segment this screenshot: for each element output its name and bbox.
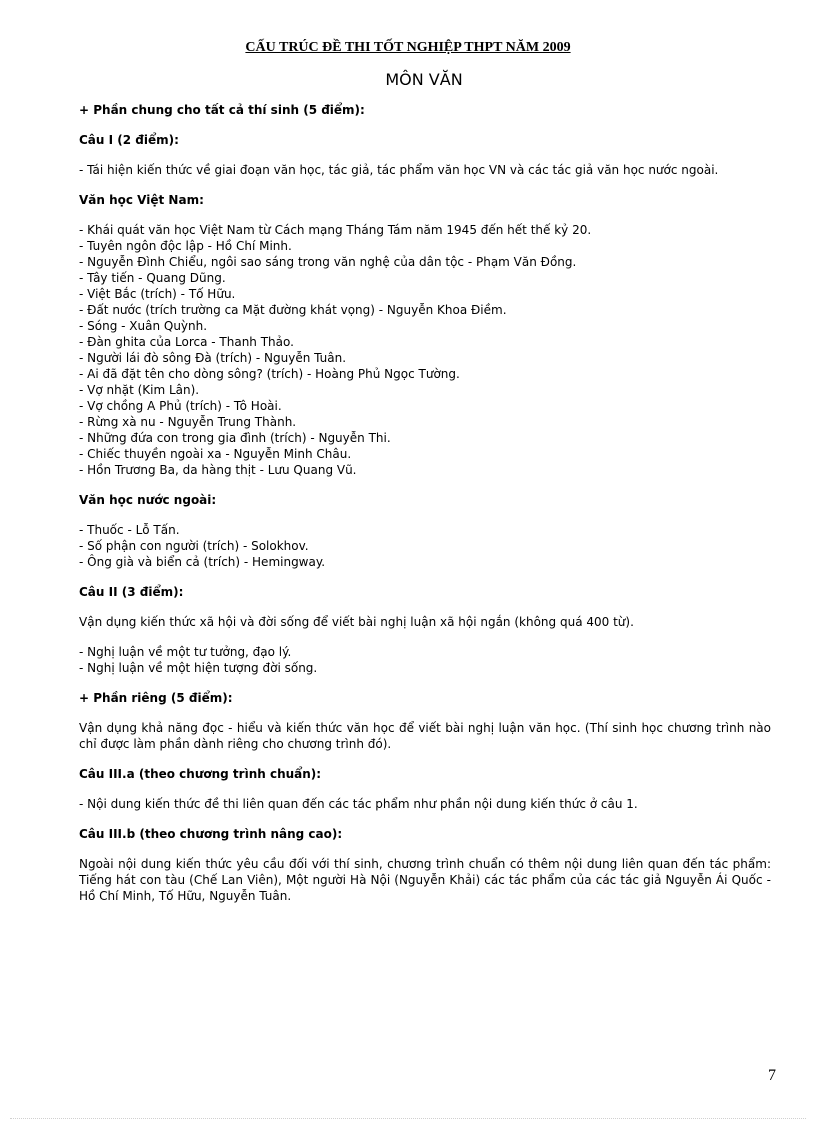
page-bottom-divider <box>10 1118 806 1119</box>
part-private-heading: + Phần riêng (5 điểm): <box>79 691 233 705</box>
list-item: - Ông già và biển cả (trích) - Hemingway. <box>79 555 326 569</box>
list-item: - Đàn ghita của Lorca - Thanh Thảo. <box>79 335 294 349</box>
foreign-literature-heading: Văn học nước ngoài: <box>79 493 217 507</box>
list-item: - Tây tiến - Quang Dũng. <box>79 271 226 285</box>
vn-literature-heading: Văn học Việt Nam: <box>79 193 204 207</box>
question-1-heading: Câu I (2 điểm): <box>79 133 179 147</box>
list-item: - Nguyễn Đình Chiểu, ngôi sao sáng trong văn nghệ của dân tộc - Phạm Văn Đồng. <box>79 255 577 269</box>
list-item: - Tuyên ngôn độc lập - Hồ Chí Minh. <box>79 239 292 253</box>
list-item: - Việt Bắc (trích) - Tố Hữu. <box>79 287 236 301</box>
list-item: - Hồn Trương Ba, da hàng thịt - Lưu Quang Vũ. <box>79 463 357 477</box>
question-3a-heading: Câu III.a (theo chương trình chuẩn): <box>79 767 322 781</box>
list-item: - Chiếc thuyền ngoài xa - Nguyễn Minh Châu. <box>79 447 352 461</box>
foreign-literature-list <box>79 522 771 570</box>
part-common-heading: + Phần chung cho tất cả thí sinh (5 điểm): <box>79 103 365 117</box>
part-private-text: Vận dụng khả năng đọc - hiểu và kiến thức văn học để viết bài nghị luận văn học. (Thí sinh học chương trình nào chỉ được làm phần dành riêng cho chương trình đó). <box>79 721 771 751</box>
page-number: 7 <box>768 1067 776 1084</box>
list-item: - Rừng xà nu - Nguyễn Trung Thành. <box>79 415 297 429</box>
question-3b-text: Ngoài nội dung kiến thức yêu cầu đối với thí sinh, chương trình chuẩn có thêm nội dung liên quan đến tác phẩm: Tiếng hát con tàu (Chế Lan Viên), Một người Hà Nội (Nguyễn Khải) các tác phẩm của các tác giả Nguyễn Ái Quốc - Hồ Chí Minh, Tố Hữu, Nguyễn Tuân. <box>79 857 771 903</box>
question-2-text: Vận dụng kiến thức xã hội và đời sống để viết bài nghị luận xã hội ngắn (không quá 400 từ). <box>79 615 634 629</box>
list-item: - Nghị luận về một hiện tượng đời sống. <box>79 661 318 675</box>
question-3a-text: - Nội dung kiến thức đề thi liên quan đến các tác phẩm như phần nội dung kiến thức ở câu 1. <box>79 797 638 811</box>
list-item: - Vợ chồng A Phủ (trích) - Tô Hoài. <box>79 399 282 413</box>
subject-title: MÔN VĂN <box>385 70 463 89</box>
question-2-heading: Câu II (3 điểm): <box>79 585 184 599</box>
list-item: - Khái quát văn học Việt Nam từ Cách mạng Tháng Tám năm 1945 đến hết thế kỷ 20. <box>79 223 592 237</box>
list-item: - Người lái đò sông Đà (trích) - Nguyễn Tuân. <box>79 351 347 365</box>
vn-literature-list <box>79 222 771 478</box>
question-3b-heading: Câu III.b (theo chương trình nâng cao): <box>79 827 343 841</box>
list-item: - Số phận con người (trích) - Solokhov. <box>79 539 309 553</box>
list-item: - Đất nước (trích trường ca Mặt đường khát vọng) - Nguyễn Khoa Điềm. <box>79 303 507 317</box>
list-item: - Những đứa con trong gia đình (trích) - Nguyễn Thi. <box>79 431 391 445</box>
list-item: - Vợ nhặt (Kim Lân). <box>79 383 200 397</box>
list-item: - Sóng - Xuân Quỳnh. <box>79 319 208 333</box>
list-item: - Ai đã đặt tên cho dòng sông? (trích) - Hoàng Phủ Ngọc Tường. <box>79 367 460 381</box>
page-title: CẤU TRÚC ĐỀ THI TỐT NGHIỆP THPT NĂM 2009 <box>245 40 571 55</box>
question-1-text: - Tái hiện kiến thức về giai đoạn văn học, tác giả, tác phẩm văn học VN và các tác giả văn học nước ngoài. <box>79 163 719 177</box>
list-item: - Thuốc - Lỗ Tấn. <box>79 523 180 537</box>
question-2-list <box>79 644 771 676</box>
document-body <box>79 102 771 904</box>
list-item: - Nghị luận về một tư tưởng, đạo lý. <box>79 645 292 659</box>
